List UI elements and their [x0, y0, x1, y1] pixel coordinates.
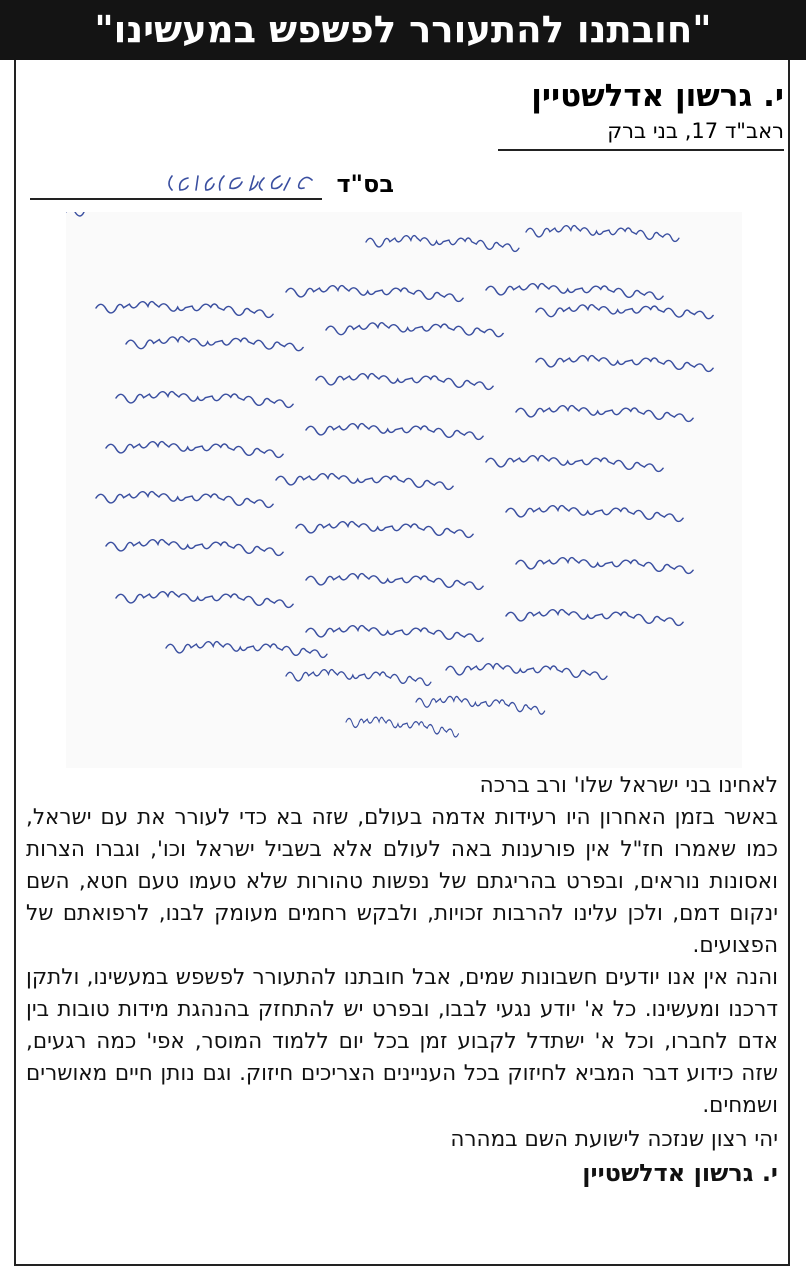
author-name: י. גרשון אדלשטיין — [531, 78, 784, 114]
handwritten-letter-image — [66, 212, 742, 768]
headline-title: "חובתנו להתעורר לפשפש במעשינו" — [94, 8, 712, 51]
handwritten-date — [130, 168, 320, 198]
letter-transcription — [26, 770, 778, 1190]
greeting: לאחינו בני ישראל שלו' ורב ברכה — [479, 773, 778, 798]
author-address: ראב"ד 17, בני ברק — [607, 119, 784, 143]
signature: י. גרשון אדלשטיין — [582, 1159, 778, 1187]
letterhead-divider — [498, 149, 784, 151]
date-line — [30, 198, 322, 200]
paragraph-1: באשר בזמן האחרון היו רעידות אדמה בעולם, שזה בא כדי לעורר את עם ישראל, כמו שאמרו חז"ל אין פורענות באה לעולם אלא בשביל ישראל וכו', וגברו הצרות ואסונות נוראים, ובפרט בהריגתם של נפשות טהורות שלא טעמו טעם חטא, השם ינקום דמם, ולכן עלינו להרבות זכויות, ולבקש רחמים מעומק לבנו, לרפואתם של הפצועים. — [26, 805, 778, 958]
paragraph-2: והנה אין אנו יודעים חשבונות שמים, אבל חובתנו להתעורר לפשפש במעשינו, ולתקן דרכנו ומעשינו. כל א' יודע נגעי לבבו, ובפרט יש להתחזק בהנהגת מידות טובות בין אדם לחברו, וכל א' ישתדל לקבוע זמן בכל יום ללמוד המוסר, אפי' כמה רגעים, שזה כידוע דבר המביא לחיזוק בכל העניינים הצריכים חיזוק. וגם נותן חיים מאושרים ושמחים. — [26, 965, 778, 1118]
author-letterhead — [498, 76, 784, 144]
headline-banner — [0, 0, 806, 60]
bsd-heading: בס"ד — [336, 170, 394, 198]
closing-line: יהי רצון שנזכה לישועת השם במהרה — [450, 1127, 778, 1152]
